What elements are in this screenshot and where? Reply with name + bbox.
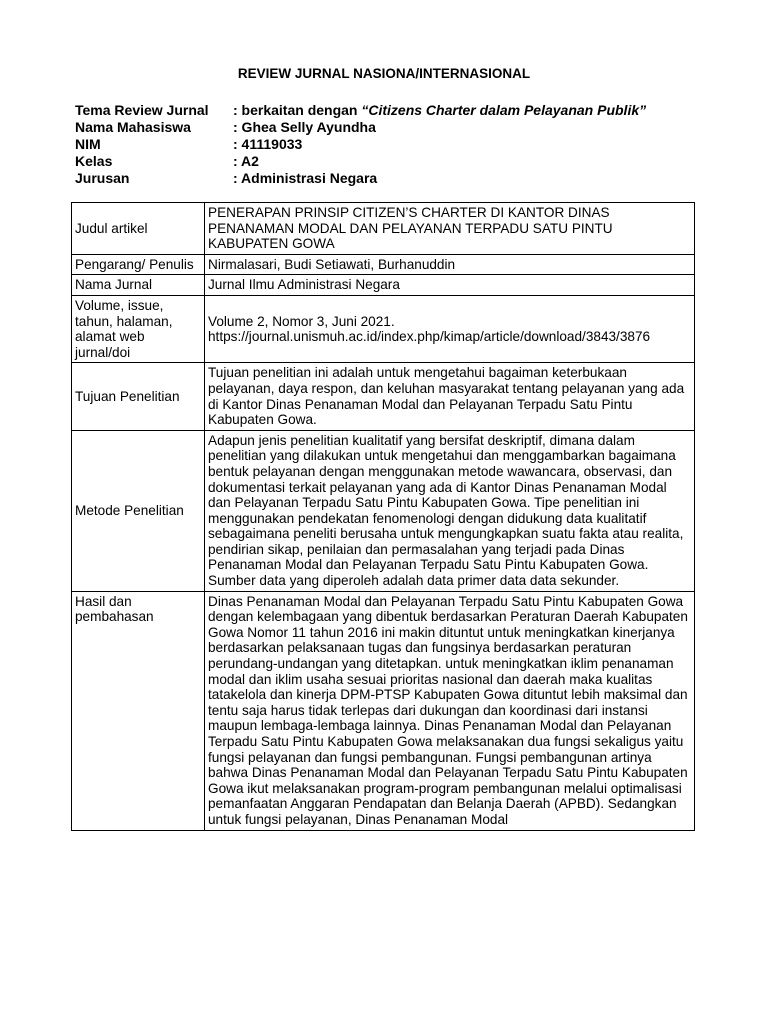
table-row xyxy=(72,254,695,275)
judul-value: PENERAPAN PRINSIP CITIZEN’S CHARTER DI KANTOR DINAS PENANAMAN MODAL DAN PELAYANAN TERPADU SATU PINTU KABUPATEN GOWA xyxy=(205,203,695,255)
table-row xyxy=(72,275,695,296)
student-info xyxy=(75,102,646,187)
tema-value xyxy=(233,102,646,119)
tujuan-value: Tujuan penelitian ini adalah untuk mengetahui bagaiman keterbukaan pelayanan, daya respon, dan keluhan masyarakat tentang pelayanan yang ada di Kantor Dinas Penanaman Modal dan Pelayanan Terpadu Satu Pintu Kabupaten Gowa. xyxy=(205,363,695,430)
hasil-label: Hasil dan pembahasan xyxy=(72,591,205,830)
review-table xyxy=(71,202,695,831)
volume-info: Volume 2, Nomor 3, Juni 2021. xyxy=(208,313,395,329)
nama-jurnal-label: Nama Jurnal xyxy=(72,275,205,296)
info-row-nama xyxy=(75,119,646,136)
jurusan-label: Jurusan xyxy=(75,170,130,186)
nama-label: Nama Mahasiswa xyxy=(75,119,191,135)
info-row-kelas xyxy=(75,153,646,170)
table-row xyxy=(72,430,695,591)
pengarang-label: Pengarang/ Penulis xyxy=(72,254,205,275)
volume-value xyxy=(205,295,695,362)
nim-label: NIM xyxy=(75,136,101,152)
volume-label: Volume, issue, tahun, halaman, alamat web jurnal/doi xyxy=(72,295,205,362)
table-row xyxy=(72,203,695,255)
tema-quote: “Citizens Charter dalam Pelayanan Publik” xyxy=(361,102,647,118)
tema-prefix: : berkaitan dengan xyxy=(233,102,362,118)
metode-label: Metode Penelitian xyxy=(72,430,205,591)
kelas-value: : A2 xyxy=(233,153,259,169)
journal-url: https://journal.unismuh.ac.id/index.php/kimap/article/download/3843/3876 xyxy=(208,329,651,345)
nama-jurnal-value: Jurnal Ilmu Administrasi Negara xyxy=(205,275,695,296)
metode-value: Adapun jenis penelitian kualitatif yang bersifat deskriptif, dimana dalam penelitian yang dilakukan untuk mengetahui dan menggambarkan bagaimana bentuk pelayanan dengan menggunakan metode wawancara, observasi, dan dokumentasi terkait pelayanan yang ada di Kantor Dinas Penanaman Modal dan Pelayanan Terpadu Satu Pintu Kabupaten Gowa. Tipe penelitian ini menggunakan pendekatan fenomenologi dengan didukung data kualitatif sebagaimana peneliti berusaha untuk mengungkapkan suatu fakta atau realita, pendirian sikap, penilaian dan permasalahan yang terjadi pada Dinas Penanaman Modal dan Pelayanan Terpadu Satu Pintu Kabupaten Gowa. Sumber data yang diperoleh adalah data primer data data sekunder. xyxy=(205,430,695,591)
table-row xyxy=(72,591,695,830)
pengarang-value: Nirmalasari, Budi Setiawati, Burhanuddin xyxy=(205,254,695,275)
table-row xyxy=(72,363,695,430)
table-row xyxy=(72,295,695,362)
info-row-jurusan xyxy=(75,170,646,187)
tujuan-label: Tujuan Penelitian xyxy=(72,363,205,430)
nama-value: : Ghea Selly Ayundha xyxy=(233,119,376,135)
kelas-label: Kelas xyxy=(75,153,113,169)
page-title: REVIEW JURNAL NASIONA/INTERNASIONAL xyxy=(237,66,531,81)
jurusan-value: : Administrasi Negara xyxy=(233,170,378,186)
info-row-nim xyxy=(75,136,646,153)
info-row-tema xyxy=(75,102,646,119)
nim-value: : 41119033 xyxy=(233,136,303,152)
tema-label: Tema Review Jurnal xyxy=(75,102,209,118)
hasil-value: Dinas Penanaman Modal dan Pelayanan Terpadu Satu Pintu Kabupaten Gowa dengan kelembagaan yang dibentuk berdasarkan Peraturan Daerah Kabupaten Gowa Nomor 11 tahun 2016 ini makin dituntut untuk meningkatkan kinerjanya berdasarkan pelaksanaan tugas dan fungsinya berdasarkan peraturan perundang-undangan yang ditetapkan. untuk meningkatkan iklim penanaman modal dan iklim usaha sesuai prioritas nasional dan daerah maka kualitas tatakelola dan kinerja DPM-PTSP Kabupaten Gowa dituntut lebih maksimal dan tentu saja harus tidak terlepas dari dukungan dan koordinasi dari instansi maupun lembaga-lembaga lainnya. Dinas Penanaman Modal dan Pelayanan Terpadu Satu Pintu Kabupaten Gowa melaksanakan dua fungsi sekaligus yaitu fungsi pelayanan dan fungsi pembangunan. Fungsi pembangunan artinya bahwa Dinas Penanaman Modal dan Pelayanan Terpadu Satu Pintu Kabupaten Gowa ikut melaksanakan program-program pembangunan melalui optimalisasi pemanfaatan Anggaran Pendapatan dan Belanja Daerah (APBD). Sedangkan untuk fungsi pelayanan, Dinas Penanaman Modal xyxy=(205,591,695,830)
judul-label: Judul artikel xyxy=(72,203,205,255)
